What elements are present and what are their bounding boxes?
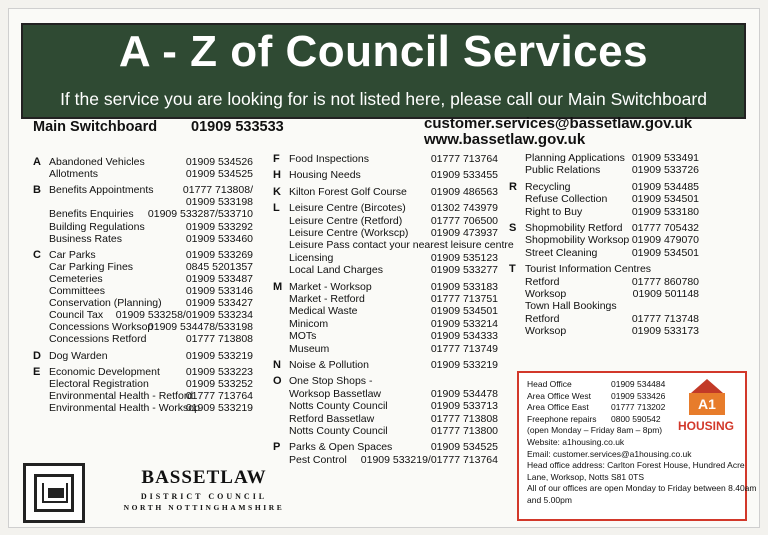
service-phone: 01909 533173 <box>631 325 699 338</box>
council-line3: NORTH NOTTINGHAMSHIRE <box>123 503 285 512</box>
service-phone: 01909 534525 <box>430 441 498 454</box>
service-name: Parks & Open Spaces <box>289 441 393 454</box>
service-row <box>273 441 498 453</box>
service-phone: 01909 473937 <box>430 227 498 239</box>
service-row <box>33 208 253 220</box>
housing-line-phone: 0800 590542 <box>611 413 661 424</box>
service-phone: 01909 533713 <box>430 400 498 413</box>
service-phone: 01777 713764 <box>185 389 253 402</box>
service-name: Car Parks <box>49 248 96 261</box>
section-letter: B <box>33 184 41 197</box>
section-letter: A <box>33 156 41 168</box>
service-name: Public Relations <box>525 164 601 177</box>
service-row <box>33 221 253 233</box>
service-name: Minicom <box>289 317 329 330</box>
service-phone: 01777 713800 <box>430 425 498 437</box>
housing-line <box>527 413 661 424</box>
service-row <box>33 168 253 180</box>
service-row <box>509 288 699 300</box>
service-phone: 01777 705432 <box>631 222 699 234</box>
service-row <box>33 350 253 362</box>
advert-page <box>8 8 760 528</box>
service-row <box>509 206 699 218</box>
service-row <box>273 252 498 264</box>
council-logo-icon <box>23 463 85 523</box>
service-phone: 01777 713808 <box>185 333 253 346</box>
service-phone: 01909 533287/533710 <box>147 208 253 221</box>
service-row <box>33 184 253 196</box>
council-brand <box>119 467 289 512</box>
service-phone: 01909 533252 <box>185 377 253 390</box>
section-letter: H <box>273 169 281 182</box>
service-phone: 01909 534501 <box>631 246 699 259</box>
service-name: Retford <box>525 275 560 288</box>
page-title: A - Z of Council Services <box>118 27 649 76</box>
section-letter: F <box>273 153 280 165</box>
service-phone: 01909 533455 <box>430 169 498 182</box>
housing-line-label: Website: a1housing.co.uk <box>527 437 625 447</box>
service-name: Museum <box>289 342 330 355</box>
housing-line <box>527 379 666 389</box>
service-phone: 01909 533460 <box>185 232 253 245</box>
housing-line-label: Area Office West <box>527 390 591 401</box>
service-name: Conservation (Planning) <box>49 297 162 310</box>
service-row <box>273 264 498 276</box>
service-name: Worksop <box>525 325 567 338</box>
service-phone: 01777 713808 <box>430 412 498 425</box>
service-row <box>273 239 514 252</box>
service-row <box>273 227 498 239</box>
service-row <box>33 261 253 273</box>
service-name: Business Rates <box>49 232 122 245</box>
service-phone: 01909 486563 <box>430 185 498 198</box>
service-row <box>509 263 699 275</box>
service-phone: 01909 533219 <box>185 349 253 362</box>
service-name: Dog Warden <box>49 349 108 362</box>
service-phone: 01909 533258/01909 533234 <box>115 309 253 322</box>
service-row <box>273 330 498 342</box>
service-row <box>509 152 699 164</box>
service-phone: 01909 533292 <box>185 220 253 233</box>
service-phone: 0845 5201357 <box>185 260 253 273</box>
housing-line-label: Head Office <box>527 379 572 389</box>
a1-housing-box <box>517 371 757 521</box>
council-line2: DISTRICT COUNCIL <box>140 492 268 501</box>
service-row <box>33 249 253 261</box>
service-phone: 01909 533146 <box>185 285 253 297</box>
service-phone: 01909 533183 <box>430 280 498 293</box>
service-name: Allotments <box>49 168 99 181</box>
service-name: Concessions Retford <box>49 333 147 346</box>
service-phone: 01909 533427 <box>185 297 253 310</box>
service-name: Market - Worksop <box>289 280 372 293</box>
contact-website[interactable]: www.bassetlaw.gov.uk <box>424 131 586 148</box>
service-name: Town Hall Bookings <box>525 300 617 313</box>
service-row <box>273 293 498 305</box>
service-name: Planning Applications <box>525 152 625 164</box>
service-phone: 01909 533198 <box>185 196 253 209</box>
service-name: Shopmobility Worksop <box>525 234 630 247</box>
housing-line <box>527 472 644 482</box>
service-name: Leisure Pass contact your nearest leisure centre <box>289 239 514 252</box>
service-row <box>33 390 253 402</box>
housing-line <box>527 437 624 447</box>
roof-icon <box>691 379 723 393</box>
housing-line <box>527 483 756 493</box>
section-letter: C <box>33 248 41 261</box>
service-row <box>509 164 699 176</box>
service-name: Recycling <box>525 180 571 193</box>
service-name: Noise & Pollution <box>289 359 369 371</box>
service-row <box>33 233 253 245</box>
service-row <box>273 281 498 293</box>
service-phone: 01909 533277 <box>430 264 498 277</box>
section-letter: O <box>273 375 282 388</box>
service-name: Right to Buy <box>525 205 583 218</box>
service-row <box>273 413 498 425</box>
housing-line <box>527 495 572 505</box>
service-name: Environmental Health - Worksop <box>49 401 200 414</box>
housing-line-label: Head office address: Carlton Forest House, Hundred Acre <box>527 460 745 471</box>
service-row <box>273 425 498 437</box>
service-row <box>33 309 253 321</box>
service-name: Environmental Health - Retford <box>49 389 194 402</box>
section-letter: N <box>273 359 281 371</box>
service-phone: 01909 534501 <box>430 305 498 318</box>
service-name: Building Regulations <box>49 220 145 233</box>
service-name: Notts County Council <box>289 425 388 437</box>
section-letter: K <box>273 185 281 198</box>
section-letter: T <box>509 263 516 276</box>
service-name: Shopmobility Retford <box>525 222 623 234</box>
service-name: Retford <box>525 312 560 325</box>
service-row <box>509 181 699 193</box>
section-letter: D <box>33 349 41 362</box>
service-name: Worksop Bassetlaw <box>289 387 382 400</box>
service-row <box>273 215 498 227</box>
service-name: Cemeteries <box>49 272 103 285</box>
service-name: Kilton Forest Golf Course <box>289 185 407 198</box>
housing-line <box>527 425 662 435</box>
service-row <box>33 378 253 390</box>
service-phone: 01777 713749 <box>430 342 498 355</box>
service-phone: 01777 713764 <box>430 153 498 165</box>
service-name: Tourist Information Centres <box>525 263 652 276</box>
service-name: Street Cleaning <box>525 246 598 259</box>
a1-mark: A1 <box>689 393 725 415</box>
service-phone: 01909 534485 <box>631 180 699 193</box>
service-phone: 01909 534478/533198 <box>147 321 253 334</box>
service-row <box>273 153 498 165</box>
section-letter: M <box>273 280 283 293</box>
service-phone: 01777 713748 <box>631 312 699 325</box>
service-name: Retford Bassetlaw <box>289 412 375 425</box>
service-name: Abandoned Vehicles <box>49 156 145 168</box>
service-row <box>273 318 498 330</box>
title-banner <box>21 23 746 119</box>
service-name: Notts County Council <box>289 400 388 413</box>
service-row <box>273 375 498 387</box>
housing-line <box>527 390 666 401</box>
service-name: Worksop <box>525 288 567 300</box>
service-row <box>509 193 699 205</box>
service-row <box>33 156 253 168</box>
service-phone: 01909 533269 <box>185 248 253 261</box>
service-row <box>273 343 498 355</box>
service-name: Pest Control <box>289 453 347 466</box>
housing-line-label: and 5.00pm <box>527 495 572 505</box>
section-letter: P <box>273 441 281 454</box>
service-phone: 01909 534333 <box>430 330 498 343</box>
service-name: Committees <box>49 285 106 297</box>
service-phone: 01909 479070 <box>631 234 699 247</box>
service-phone: 01909 533491 <box>631 152 699 164</box>
service-row <box>33 297 253 309</box>
housing-line-phone: 01909 534484 <box>611 379 666 389</box>
service-phone: 01909 533487 <box>185 272 253 285</box>
service-name: Food Inspections <box>289 153 369 165</box>
service-name: Council Tax <box>49 309 104 322</box>
housing-line-phone: 01777 713202 <box>611 402 666 413</box>
service-phone: 01302 743979 <box>430 202 498 215</box>
service-row <box>273 400 498 412</box>
housing-line-label: (open Monday – Friday 8am – 8pm) <box>527 425 663 436</box>
service-row <box>509 234 699 246</box>
service-row <box>273 359 498 371</box>
contact-block <box>424 116 692 148</box>
service-row <box>273 305 498 317</box>
service-row <box>33 366 253 378</box>
service-name: Leisure Centre (Workscp) <box>289 227 409 239</box>
housing-line-label: Area Office East <box>527 402 589 413</box>
service-row <box>273 186 498 198</box>
switchboard-label: Main Switchboard <box>33 119 158 135</box>
council-name: BASSETLAW <box>141 467 267 488</box>
service-name: One Stop Shops - <box>289 375 373 388</box>
service-phone: 01909 533726 <box>631 164 699 177</box>
service-phone: 01909 533214 <box>430 317 498 330</box>
service-name: Medical Waste <box>289 305 358 318</box>
service-phone: 01909 534525 <box>185 168 253 181</box>
service-row <box>273 169 498 181</box>
service-phone: 01909 534526 <box>185 156 253 168</box>
service-phone: 01909 533180 <box>631 205 699 218</box>
switchboard-number: 01909 533533 <box>191 119 284 135</box>
service-row <box>509 222 699 234</box>
section-letter: R <box>509 180 517 193</box>
housing-line-phone: 01909 533426 <box>611 390 666 401</box>
service-row <box>273 388 498 400</box>
service-row <box>273 454 498 466</box>
service-name: Electoral Registration <box>49 377 149 390</box>
service-name: Market - Retford <box>289 293 365 305</box>
page-subtitle: If the service you are looking for is not listed here, please call our Main Switchboard <box>60 89 707 109</box>
housing-line-label: Email: customer.services@a1housing.co.uk <box>527 448 692 459</box>
section-letter: E <box>33 365 41 378</box>
service-row <box>509 276 699 288</box>
service-name: Housing Needs <box>289 169 361 182</box>
service-name: Car Parking Fines <box>49 260 134 273</box>
service-name: Refuse Collection <box>525 193 608 206</box>
service-phone: 01777 713808/ <box>182 184 253 197</box>
service-row <box>33 273 253 285</box>
service-row <box>33 333 253 345</box>
service-phone: 01909 534478 <box>430 387 498 400</box>
section-letter: L <box>273 202 280 215</box>
service-row <box>33 285 253 297</box>
service-row <box>509 300 699 312</box>
housing-line-label: Freephone repairs <box>527 413 597 424</box>
service-name: Licensing <box>289 251 334 264</box>
contact-email[interactable]: customer.services@bassetlaw.gov.uk <box>424 115 693 132</box>
housing-line <box>527 449 692 459</box>
service-row <box>509 325 699 337</box>
service-row <box>509 247 699 259</box>
service-name: Economic Development <box>49 365 160 378</box>
service-name: Benefits Appointments <box>49 184 154 197</box>
service-name: Leisure Centre (Retford) <box>289 214 403 227</box>
service-phone: 01909 501148 <box>632 288 699 300</box>
service-phone: 01777 713751 <box>430 293 498 305</box>
section-letter: S <box>509 222 517 234</box>
service-name: MOTs <box>289 330 317 343</box>
service-phone: 01909 533219 <box>185 401 253 414</box>
service-name: Leisure Centre (Bircotes) <box>289 202 406 215</box>
housing-line-label: Lane, Worksop, Notts S81 0TS <box>527 471 645 482</box>
service-phone: 01777 860780 <box>631 275 699 288</box>
service-row <box>273 202 498 214</box>
service-phone: 01909 533223 <box>185 365 253 378</box>
housing-line <box>527 460 745 470</box>
service-phone: 01909 535123 <box>430 251 498 264</box>
service-row <box>509 313 699 325</box>
housing-word: HOUSING <box>677 419 734 433</box>
a1-housing-logo <box>669 379 743 437</box>
service-phone: 01909 533219/01777 713764 <box>360 453 498 466</box>
service-phone: 01777 706500 <box>430 214 498 227</box>
service-phone: 01909 534501 <box>631 193 699 206</box>
service-phone: 01909 533219 <box>430 359 498 371</box>
housing-line <box>527 402 666 413</box>
service-row <box>33 321 253 333</box>
service-name: Local Land Charges <box>289 264 383 277</box>
service-name: Concessions Worksop <box>49 321 154 334</box>
service-name: Benefits Enquiries <box>49 208 134 221</box>
service-row <box>33 196 253 208</box>
service-row <box>33 402 253 414</box>
housing-line-label: All of our offices are open Monday to Friday between 8.40am <box>527 483 757 494</box>
